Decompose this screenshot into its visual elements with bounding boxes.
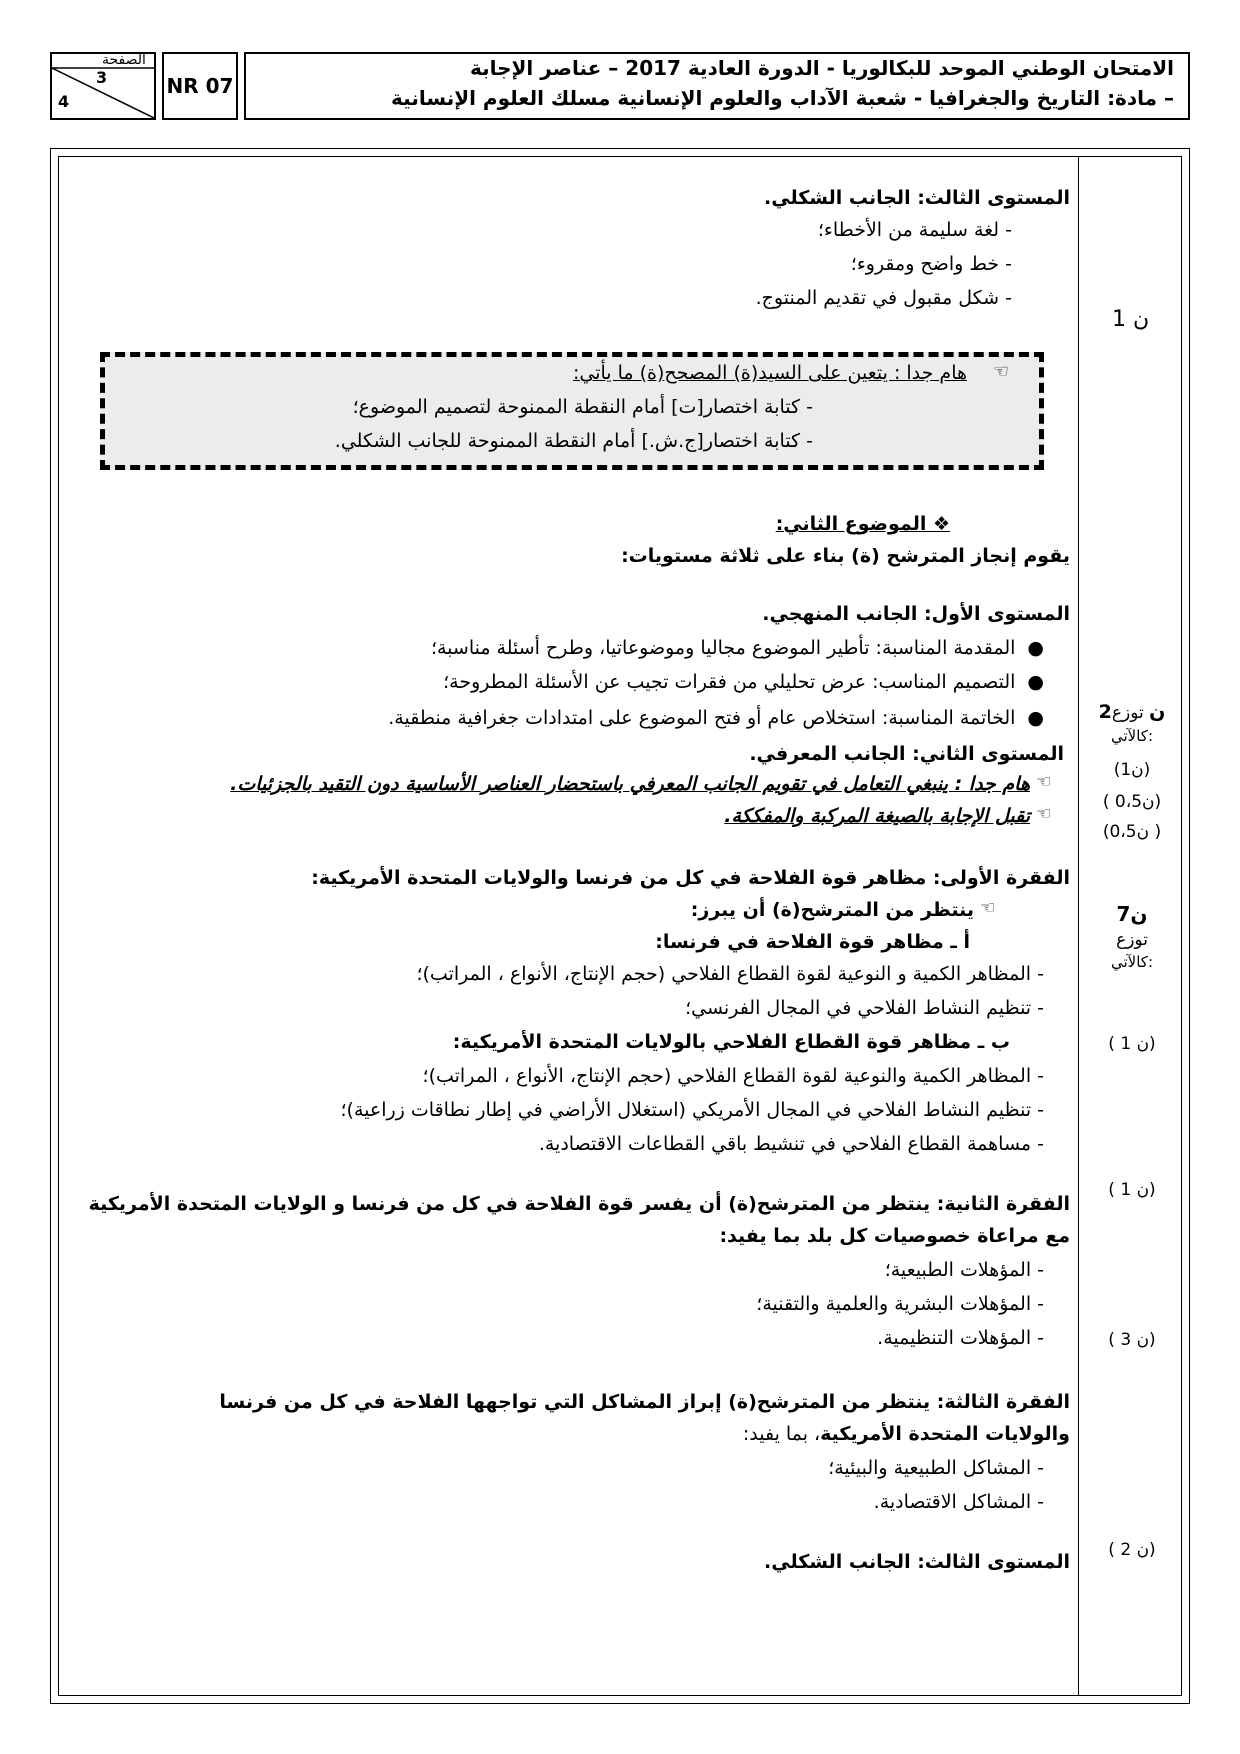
section1-mark: 1 ن xyxy=(1112,307,1150,332)
para2-item: - المؤهلات البشرية والعلمية والتقنية؛ xyxy=(756,1293,1044,1315)
pointing-hand-icon: ☜ xyxy=(980,898,996,918)
para1-a-item: - المظاهر الكمية و النوعية لقوة القطاع الفلاحي (حجم الإنتاج، الأنواع ، المراتب)؛ xyxy=(416,963,1044,985)
para1-b-item: - المظاهر الكمية والنوعية لقوة القطاع الفلاحي (حجم الإنتاج، الأنواع ، المراتب)؛ xyxy=(422,1065,1044,1087)
para1-sub-b: ب ـ مظاهر قوة القطاع الفلاحي بالولايات المتحدة الأمريكية: xyxy=(452,1031,1010,1053)
note-item: - كتابة اختصار[ج.ش.] أمام النقطة الممنوحة للجانب الشكلي. xyxy=(334,430,813,452)
level1-item: ●المقدمة المناسبة: تأطير الموضوع مجاليا وموضوعاتيا، وطرح أسئلة مناسبة؛ xyxy=(430,637,1044,659)
section1-item: - لغة سليمة من الأخطاء؛ xyxy=(817,219,1012,241)
exam-code: NR 07 xyxy=(162,52,238,120)
mark-2-points: 2ن توزع xyxy=(1098,701,1166,723)
para2-heading-line1: الفقرة الثانية: ينتظر من المترشح(ة) أن يفسر قوة الفلاحة في كل من فرنسا و الولايات المتحدة الأمريكية xyxy=(88,1193,1070,1215)
header-title-line2: – مادة: التاريخ والجغرافيا - شعبة الآداب والعلوم الإنسانية مسلك العلوم الإنسانية xyxy=(391,86,1174,110)
answer-format-note: تقبل الإجابة بالصيغة المركبة والمفككة. xyxy=(724,805,1030,827)
para3-item: - المشاكل الطبيعية والبيئية؛ xyxy=(828,1457,1044,1479)
para1-a-item: - تنظيم النشاط الفلاحي في المجال الفرنسي؛ xyxy=(685,997,1044,1019)
para3-heading-line2: والولايات المتحدة الأمريكية، بما يفيد: xyxy=(742,1423,1070,1445)
para2-item: - المؤهلات الطبيعية؛ xyxy=(884,1259,1044,1281)
header-title-line1: الامتحان الوطني الموحد للبكالوريا - الدورة العادية 2017 – عناصر الإجابة xyxy=(469,56,1174,80)
bullet-icon: ● xyxy=(1027,671,1044,693)
topic2-heading: ❖ الموضوع الثاني: xyxy=(775,513,950,535)
mark-value: ( 3 ن) xyxy=(1108,1330,1156,1350)
page-number: 3 xyxy=(96,68,108,87)
level3-heading: المستوى الثالث: الجانب الشكلي. xyxy=(764,1551,1070,1573)
topic2-intro: يقوم إنجاز المترشح (ة) بناء على ثلاثة مستويات: xyxy=(621,545,1070,567)
para3-item: - المشاكل الاقتصادية. xyxy=(873,1491,1044,1513)
section1-item: - خط واضح ومقروء؛ xyxy=(850,253,1012,275)
bullet-icon: ● xyxy=(1027,637,1044,659)
para1-b-item: - مساهمة القطاع الفلاحي في تنشيط باقي القطاعات الاقتصادية. xyxy=(538,1133,1044,1155)
mark-value: (0،5ن ) xyxy=(1102,822,1162,842)
level1-item: ●التصميم المناسب: عرض تحليلي من فقرات تجيب عن الأسئلة المطروحة؛ xyxy=(443,671,1044,693)
important-note-box xyxy=(100,352,1044,470)
section1-level3-heading: المستوى الثالث: الجانب الشكلي. xyxy=(764,187,1070,209)
mark-value: ( 0،5ن) xyxy=(1102,792,1162,812)
marks-column-divider xyxy=(1078,156,1079,1696)
level2-heading: المستوى الثاني: الجانب المعرفي. xyxy=(749,743,1064,765)
para2-heading-line2: مع مراعاة خصوصيات كل بلد بما يفيد: xyxy=(719,1225,1070,1247)
section1-item: - شكل مقبول في تقديم المنتوج. xyxy=(755,287,1012,309)
para1-heading: الفقرة الأولى: مظاهر قوة الفلاحة في كل من فرنسا والولايات المتحدة الأمريكية: xyxy=(311,867,1070,889)
para1-expect: ينتظر من المترشح(ة) أن يبرز: xyxy=(690,899,974,921)
para3-heading-line1: الفقرة الثالثة: ينتظر من المترشح(ة) إبراز المشاكل التي تواجهها الفلاحة في كل من فرنسا xyxy=(219,1391,1070,1413)
note-title: هام جدا : يتعين على السيد(ة) المصحح(ة) ما يأتي: xyxy=(572,362,967,384)
level1-heading: المستوى الأول: الجانب المنهجي. xyxy=(762,603,1070,625)
mark-7-points: 7ن xyxy=(1116,902,1148,926)
mark-value: ( 1 ن) xyxy=(1108,1034,1156,1054)
mark-value: ( 2 ن) xyxy=(1108,1540,1156,1560)
pointing-hand-icon: ☜ xyxy=(1036,772,1052,792)
mark-2-label: كالآتي: xyxy=(1110,727,1153,745)
pointing-hand-icon: ☜ xyxy=(1036,804,1052,824)
page-total: 4 xyxy=(58,92,70,111)
header-title-box xyxy=(244,52,1190,120)
para1-b-item: - تنظيم النشاط الفلاحي في المجال الأمريكي (استغلال الأراضي في إطار نطاقات زراعية)؛ xyxy=(340,1099,1044,1121)
mark-value: (1ن) xyxy=(1113,760,1151,780)
mark-value: ( 1 ن) xyxy=(1108,1180,1156,1200)
mark-7-label: توزع xyxy=(1116,930,1148,950)
para1-sub-a: أ ـ مظاهر قوة الفلاحة في فرنسا: xyxy=(655,931,970,953)
level1-item: ●الخاتمة المناسبة: استخلاص عام أو فتح الموضوع على امتدادات جغرافية منطقية. xyxy=(388,707,1044,729)
bullet-icon: ● xyxy=(1027,707,1044,729)
note-item: - كتابة اختصار[ت] أمام النقطة الممنوحة لتصميم الموضوع؛ xyxy=(352,396,813,418)
pointing-hand-icon: ☜ xyxy=(992,361,1009,382)
para2-item: - المؤهلات التنظيمية. xyxy=(877,1327,1044,1349)
page-label: الصفحة xyxy=(102,52,146,68)
knowledge-note: هام جدا : ينبغي التعامل في تقويم الجانب المعرفي باستحضار العناصر الأساسية دون التقيد بالجزئيات. xyxy=(230,773,1030,795)
mark-7-label: كالآتي: xyxy=(1110,953,1153,971)
page-number-box xyxy=(50,52,156,120)
